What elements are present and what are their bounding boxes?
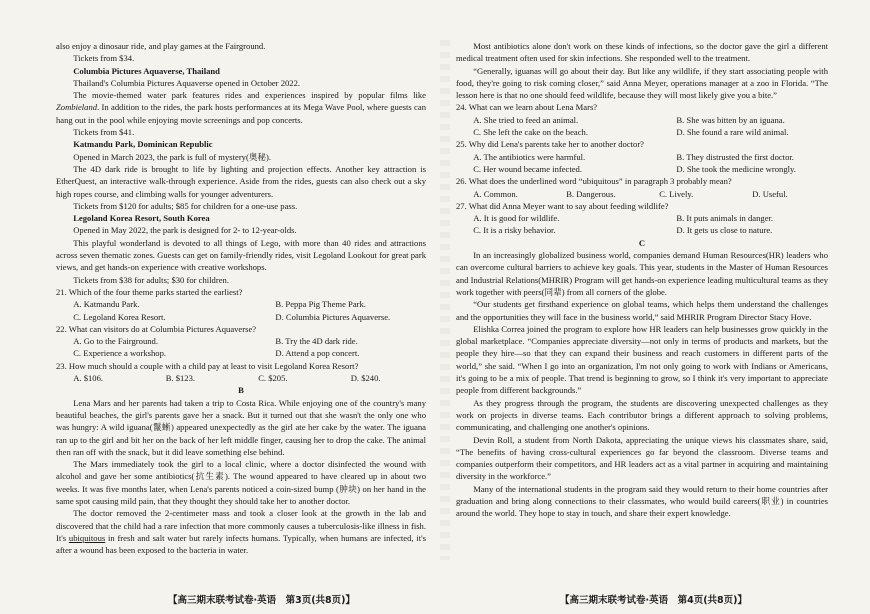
underlined-word: ubiquitous: [68, 532, 106, 543]
question-27: 27. What did Anna Meyer want to say about feeding wildlife?: [456, 200, 669, 211]
option: C. Experience a workshop.: [73, 348, 167, 359]
paragraph: Devin Roll, a student from North Dakota, appreciating the unique views his classmates share, said, “The benefits of having cross-cultural experiences go far beyond the classroom. Diverse teams and companies outperform their competitors, and HR leaders act as a vital partner in acquiring and maintaining diversity in the workforce.”: [456, 434, 828, 482]
paragraph: Opened in March 2023, the park is full of mystery(奥秘).: [73, 151, 272, 162]
paragraph: also enjoy a dinosaur ride, and play games at the Fairground.: [56, 41, 266, 51]
paragraph: The 4D dark ride is brought to life by lighting and projection effects. Another key attraction is EtherQuest, an interactive walk-through experience. Aside from the rides, guests can also check out a sky high ropes course, and climbing walls for younger adventurers.: [56, 163, 426, 199]
paragraph: “Our students get firsthand experience on global teams, which helps them understand the challenges and the opportunities they will face in the business world,” said MHRIR Program Director Stacy Hove.: [456, 299, 828, 322]
paragraph: In an increasingly globalized business world, companies demand Human Resources(HR) leaders who can overcome cultural barriers to achieve key goals. This year, students in the Master of Human Resources and Industrial Relations(MHRIR) Program will get hands-on experience leading multicultural teams as they work together with peers(同辈) from all corners of the globe.: [456, 250, 828, 297]
section-b-heading: B: [238, 385, 244, 396]
option: B. Dangerous.: [566, 188, 616, 199]
option: C. Legoland Korea Resort.: [73, 311, 166, 322]
page-footer-left: 【高三期末联考试卷·英语 第3页(共8页)】: [168, 595, 356, 606]
page-footer-right: 【高三期末联考试卷·英语 第4页(共8页)】: [560, 595, 748, 606]
option: D. Useful.: [752, 188, 788, 199]
right-column: [456, 40, 828, 520]
option: A. Katmandu Park.: [73, 299, 140, 310]
option: A. It is good for wildlife.: [473, 213, 560, 224]
options-25: [456, 151, 828, 176]
option: D. Columbia Pictures Aquaverse.: [275, 311, 391, 322]
option: B. It puts animals in danger.: [676, 213, 774, 224]
tickets-text: Tickets from $120 for adults; $85 for children for a one-use pass.: [73, 200, 298, 211]
option: D. She took the medicine wrongly.: [676, 163, 796, 174]
option: B. Peppa Pig Theme Park.: [275, 299, 366, 310]
option: D. $240.: [350, 373, 381, 384]
option: A. The antibiotics were harmful.: [473, 151, 586, 162]
options-26: [456, 188, 828, 200]
options-24: [456, 114, 828, 139]
heading-legoland: Legoland Korea Resort, South Korea: [73, 213, 210, 224]
paragraph: This playful wonderland is devoted to all things of Lego, with more than 40 rides and attractions across seven thematic zones. Guests can get on family-friendly rides, visit Legoland Lookout for great park views, and get hands-on experience with creative workshops.: [56, 237, 426, 273]
options-22: [56, 335, 426, 360]
option: D. It gets us close to nature.: [676, 225, 773, 236]
left-column: [56, 40, 426, 556]
paragraph: Thailand's Columbia Pictures Aquaverse opened in October 2022.: [73, 77, 301, 88]
paragraph: The Mars immediately took the girl to a local clinic, where a doctor disinfected the wound with alcohol and gave her some antibiotics(抗生素). The wound appeared to have cleared up in about two weeks. It was five months later, when Lena's parents noticed a coin-sized bump (肿块) on her hand in the same spot causing mild pain, that they thought they should take her to another doctor.: [56, 459, 426, 506]
paragraph: [56, 89, 426, 126]
text: . In addition to the rides, the park hosts performances at its Mega Wave Pool, where guests can hang out in the pool while enjoying movie screenings and pop concerts.: [56, 102, 426, 125]
option: B. Try the 4D dark ride.: [275, 336, 358, 347]
option: D. Attend a pop concert.: [275, 348, 360, 359]
option: A. Common.: [473, 188, 518, 199]
option: B. $123.: [165, 373, 196, 384]
paragraph: Lena Mars and her parents had taken a trip to Costa Rica. While enjoying one of the country's many beautiful beaches, the girl's parents gave her a snack. But it turned out that she wasn't the only one who was hungry: A wild iguana(鬣蜥) appeared unexpectedly as the girl ate her cake by the water. The iguana ran up to the girl and bit her on the back of her left middle finger, causing her to drop the cake. The animal then ran off with the snack, but it did leave something else behind.: [56, 397, 426, 457]
text: The movie-themed water park features rides and experiences inspired by popular films like: [73, 90, 426, 101]
question-21: 21. Which of the four theme parks started the earliest?: [56, 286, 243, 297]
paragraph: Opened in May 2022, the park is designed for 2- to 12-year-olds.: [73, 225, 297, 236]
text: The doctor removed the 2-centimeter mass and took a closer look at the growth in the lab and discovered that the child had a rare infection that more commonly causes a tuberculosis-like illness in fish. It's: [56, 508, 426, 543]
film-title: Zombieland: [56, 102, 98, 113]
heading-katmandu: Katmandu Park, Dominican Republic: [73, 139, 213, 150]
options-21: [56, 298, 426, 323]
paragraph: Most antibiotics alone don't work on these kinds of infections, so the doctor gave the girl a different medical treatment often used for skin infections. She responded well to the treatment.: [456, 41, 828, 64]
text: in fresh and salt water but rarely infects humans. Typically, when humans are infected, it's after a wound has been exposed to the bacteria in water.: [56, 532, 426, 556]
tickets-text: Tickets from $38 for adults; $30 for children.: [73, 274, 229, 285]
option: D. She found a rare wild animal.: [676, 127, 789, 138]
option: B. She was bitten by an iguana.: [676, 114, 785, 125]
options-23: [56, 372, 426, 384]
option: A. She tried to feed an animal.: [473, 114, 579, 125]
question-25: 25. Why did Lena's parents take her to another doctor?: [456, 139, 645, 150]
option: C. $205.: [258, 373, 288, 384]
option: C. She left the cake on the beach.: [473, 127, 588, 138]
section-c-heading: C: [638, 237, 646, 248]
option: B. They distrusted the first doctor.: [676, 151, 794, 162]
option: A. $106.: [73, 373, 104, 384]
tickets-text: Tickets from $34.: [73, 53, 135, 64]
question-24: 24. What can we learn about Lena Mars?: [456, 102, 598, 113]
tickets-text: Tickets from $41.: [73, 127, 135, 138]
paragraph: As they progress through the program, the students are discovering unexpected challenges as they work on projects in diverse teams. Each contributor brings a different approach to solving problems, communicating, and challenging one another's opinions.: [456, 397, 828, 433]
question-26: 26. What does the underlined word “ubiquitous” in paragraph 3 probably mean?: [456, 176, 732, 187]
paragraph: [56, 507, 426, 556]
option: C. Lively.: [659, 188, 694, 199]
option: C. It is a risky behavior.: [473, 225, 556, 236]
option: C. Her wound became infected.: [473, 163, 582, 174]
question-22: 22. What can visitors do at Columbia Pictures Aquaverse?: [56, 323, 257, 334]
fold-shadow: [440, 40, 450, 560]
paragraph: Many of the international students in the program said they would return to their home countries after graduation and bring along connections to their classmates, who would build careers(职业) in countries around the world. They hope to stay in touch, and share their expert knowledge.: [456, 483, 828, 519]
heading-columbia: Columbia Pictures Aquaverse, Thailand: [73, 65, 220, 76]
paragraph: Elishka Correa joined the program to explore how HR leaders can help businesses grow quickly in the global marketplace. “Companies appreciate diversity—not only in terms of products and markets, but the people they hire—so that they can expand their business and reach customers in different parts of the world,” she said. “When I go into an organization, I'm not only going to work with Indians or Americans, it's going to be a mix of people. That trend is beginning to grow, so I think it's very important to appreciate people from different backgrounds.”: [456, 323, 828, 396]
paragraph: “Generally, iguanas will go about their day. But like any wildlife, if they start associating people with food, they're going to risk coming closer,” said Anna Meyer, operations manager at a zoo in Florida. “The lesson here is that no one should feed wildlife, because they will most likely give you a bite.”: [456, 65, 828, 101]
option: A. Go to the Fairground.: [73, 336, 159, 347]
options-27: [456, 212, 828, 237]
question-23: 23. How much should a couple with a child pay at least to visit Legoland Korea Resort?: [56, 360, 359, 371]
